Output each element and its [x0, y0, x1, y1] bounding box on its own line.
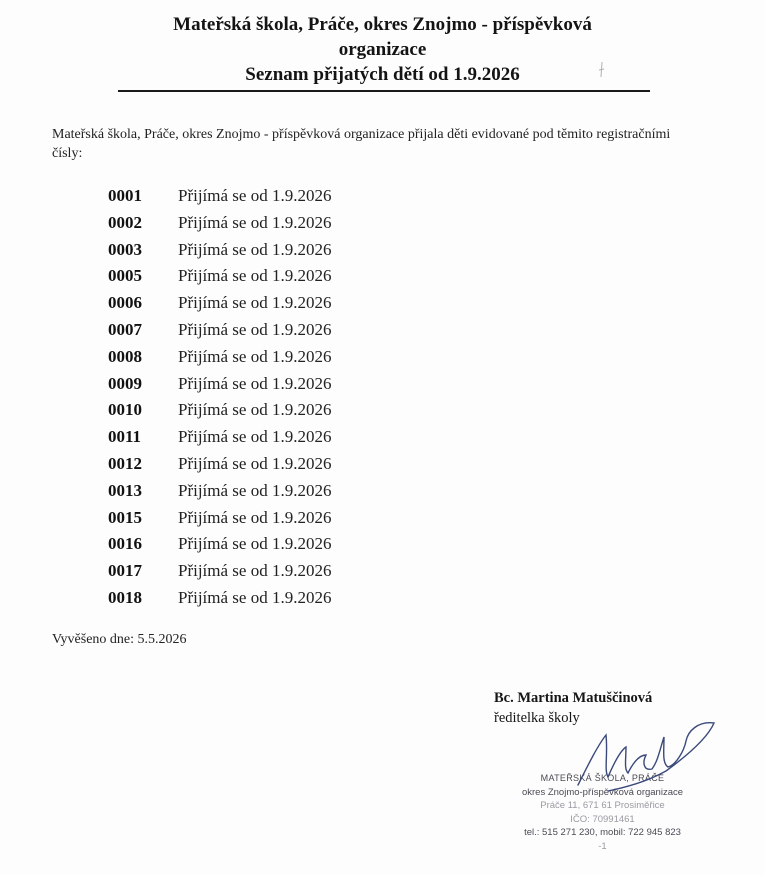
- signatory-name: Bc. Martina Matuščinová: [494, 690, 653, 706]
- admission-status: Přijímá se od 1.9.2026: [178, 561, 332, 581]
- list-item: [108, 451, 331, 478]
- header-title-line-1: Mateřská škola, Práče, okres Znojmo - příspěvková: [173, 14, 592, 35]
- list-item: [108, 424, 331, 451]
- admission-status: Přijímá se od 1.9.2026: [178, 373, 332, 393]
- registration-number: 0017: [108, 561, 142, 581]
- header-title-line-2: organizace: [338, 39, 427, 60]
- list-item: [108, 317, 331, 344]
- admission-status: Přijímá se od 1.9.2026: [178, 427, 332, 447]
- registration-number: 0012: [108, 453, 142, 473]
- document-header: [100, 12, 665, 87]
- stamp-line-6: -1: [598, 840, 607, 852]
- registration-number: 0016: [108, 534, 142, 554]
- list-item: [108, 478, 331, 505]
- admission-status: Přijímá se od 1.9.2026: [178, 346, 332, 366]
- admission-status: Přijímá se od 1.9.2026: [178, 453, 332, 473]
- registration-number: 0013: [108, 480, 142, 500]
- handwritten-signature: [568, 715, 718, 795]
- list-item: [108, 585, 331, 612]
- list-item: [108, 237, 331, 264]
- admission-status: Přijímá se od 1.9.2026: [178, 534, 332, 554]
- registration-number: 0007: [108, 319, 142, 339]
- list-item: [108, 505, 331, 532]
- stamp-line-5: tel.: 515 271 230, mobil: 722 945 823: [524, 827, 681, 838]
- registration-number: 0011: [108, 427, 142, 447]
- admission-status: Přijímá se od 1.9.2026: [178, 186, 332, 205]
- list-item: [108, 397, 331, 424]
- list-item: [108, 210, 331, 237]
- list-item: [108, 263, 331, 290]
- admitted-children-list: [108, 183, 331, 612]
- registration-number: 0010: [108, 400, 142, 420]
- registration-number: 0005: [108, 266, 142, 286]
- registration-number: 0009: [108, 373, 142, 393]
- admission-status: Přijímá se od 1.9.2026: [178, 480, 332, 500]
- stamp-line-4: IČO: 70991461: [570, 813, 635, 825]
- registration-number: 0001: [108, 186, 142, 205]
- admission-status: Přijímá se od 1.9.2026: [178, 212, 332, 232]
- registration-number: 0006: [108, 293, 142, 313]
- stamp-line-3: Práče 11, 671 61 Prosiměřice: [540, 800, 665, 811]
- list-item: [108, 371, 331, 398]
- list-item: [108, 558, 331, 585]
- pen-mark: [596, 60, 608, 80]
- admission-status: Přijímá se od 1.9.2026: [178, 239, 332, 259]
- registration-number: 0008: [108, 346, 142, 366]
- admission-status: Přijímá se od 1.9.2026: [178, 293, 332, 313]
- list-item: [108, 344, 331, 371]
- admission-status: Přijímá se od 1.9.2026: [178, 400, 332, 420]
- admission-status: Přijímá se od 1.9.2026: [178, 319, 332, 339]
- stamp-line-1: MATEŘSKÁ ŠKOLA, PRÁČE: [540, 773, 665, 783]
- list-item: [108, 531, 331, 558]
- signatory-role: ředitelka školy: [494, 710, 580, 726]
- registration-number: 0003: [108, 239, 142, 259]
- registration-number: 0018: [108, 587, 142, 607]
- header-rule: [118, 90, 650, 92]
- list-item: [108, 183, 331, 210]
- registration-number: 0002: [108, 212, 142, 232]
- posted-date: Vyvěšeno dne: 5.5.2026: [52, 632, 187, 647]
- intro-paragraph: Mateřská škola, Práče, okres Znojmo - příspěvková organizace přijala děti evidované pod těmito registračními čísly:: [52, 127, 671, 161]
- stamp-line-2: okres Znojmo-příspěvková organizace: [521, 786, 684, 798]
- header-title-line-3: Seznam přijatých dětí od 1.9.2026: [245, 64, 520, 85]
- list-item: [108, 290, 331, 317]
- registration-number: 0015: [108, 507, 142, 527]
- admission-status: Přijímá se od 1.9.2026: [178, 587, 332, 607]
- admission-status: Přijímá se od 1.9.2026: [178, 266, 332, 286]
- admission-status: Přijímá se od 1.9.2026: [178, 507, 332, 527]
